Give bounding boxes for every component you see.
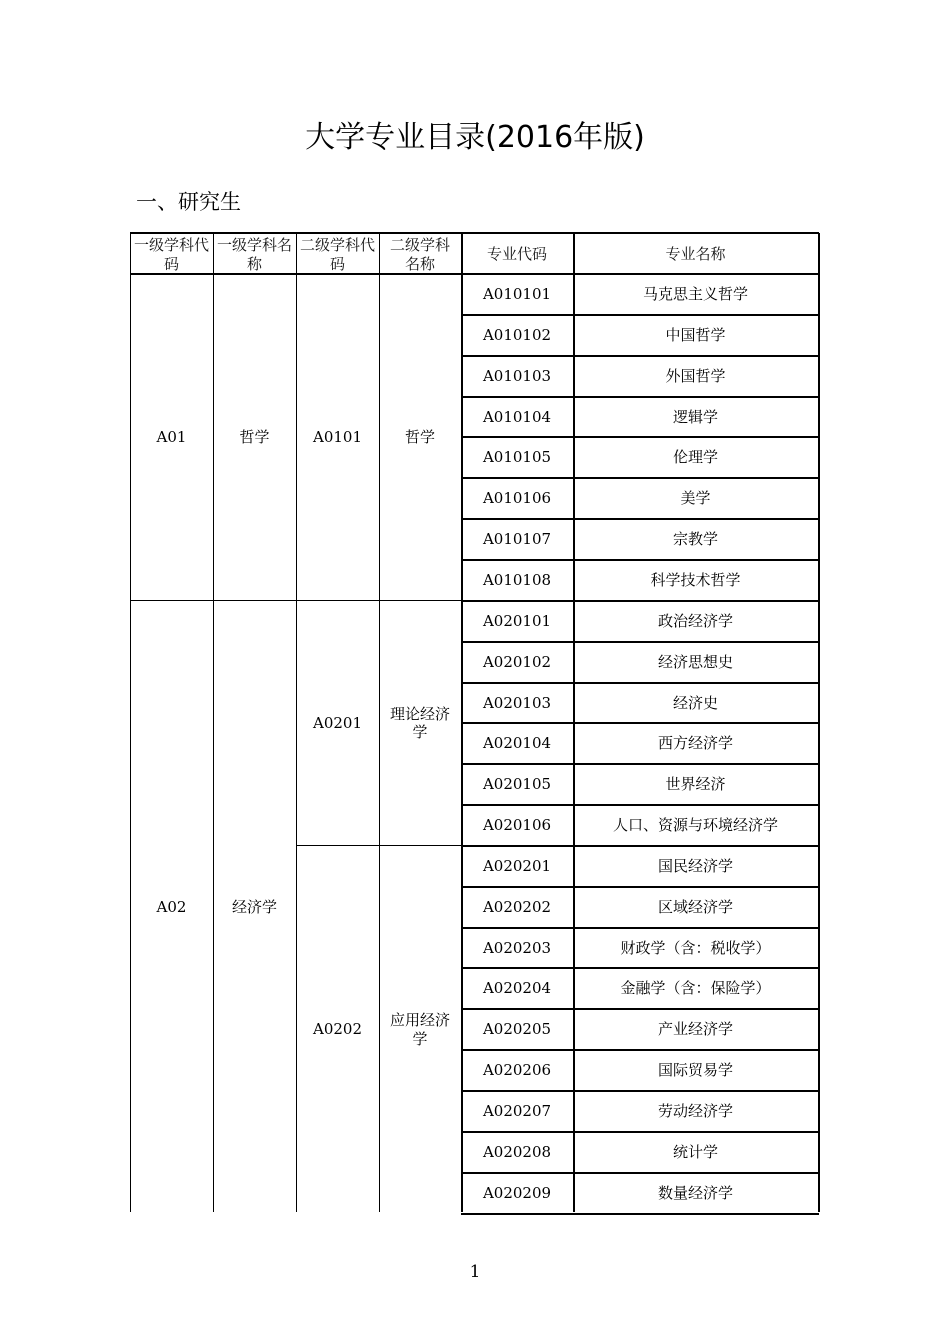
- major-code: A020104: [482, 734, 552, 753]
- header-l1-code: 一级学科代码: [134, 235, 210, 273]
- l2-name: 哲学: [404, 428, 435, 447]
- section-heading: 一、研究生: [136, 190, 241, 214]
- major-name: 经济史: [672, 693, 718, 712]
- major-name: 宗教学: [672, 530, 718, 549]
- major-code: A020101: [482, 611, 552, 630]
- column-divider: [130, 233, 131, 1212]
- table-top-border: [130, 232, 819, 234]
- l2-code: A0201: [312, 713, 362, 732]
- major-name: 中国哲学: [665, 325, 726, 344]
- header-l1-name: 一级学科名称: [217, 235, 293, 273]
- major-code: A020209: [482, 1183, 552, 1202]
- header-l2-name: 二级学科名称: [389, 235, 450, 273]
- major-name: 西方经济学: [657, 734, 733, 753]
- l2-code: A0101: [312, 428, 362, 447]
- major-code: A010105: [482, 448, 552, 467]
- major-code: A010104: [482, 407, 552, 426]
- major-name: 财政学（含：税收学）: [620, 938, 771, 957]
- major-code: A020102: [482, 652, 552, 671]
- major-name: 世界经济: [665, 775, 726, 794]
- major-code: A020207: [482, 1102, 552, 1121]
- header-l2-code: 二级学科代码: [300, 235, 376, 273]
- column-divider: [296, 233, 297, 1212]
- major-code: A010106: [482, 489, 552, 508]
- major-code: A020206: [482, 1061, 552, 1080]
- major-name: 国际贸易学: [657, 1061, 733, 1080]
- major-name: 美学: [680, 489, 711, 508]
- major-code: A020204: [482, 979, 552, 998]
- column-divider: [379, 233, 380, 1212]
- page-number: 1: [469, 1262, 481, 1282]
- major-name: 数量经济学: [657, 1183, 733, 1202]
- l1-name: 哲学: [239, 428, 270, 447]
- major-name: 马克思主义哲学: [642, 285, 748, 304]
- l1-code: A02: [156, 897, 187, 916]
- major-name: 国民经济学: [657, 856, 733, 875]
- major-code: A010103: [482, 366, 552, 385]
- major-code: A020106: [482, 816, 552, 835]
- major-code: A020208: [482, 1142, 552, 1161]
- page-title: 大学专业目录(2016年版): [305, 120, 645, 155]
- major-code: A020105: [482, 775, 552, 794]
- major-code: A020202: [482, 897, 552, 916]
- major-code: A010102: [482, 325, 552, 344]
- major-code: A010101: [482, 285, 552, 304]
- l2-name: 理论经济学: [389, 704, 450, 742]
- major-code: A020205: [482, 1020, 552, 1039]
- major-code: A010107: [482, 530, 552, 549]
- l1-name: 经济学: [231, 897, 277, 916]
- major-name: 科学技术哲学: [650, 570, 741, 589]
- major-name: 人口、资源与环境经济学: [612, 816, 778, 835]
- l1-code: A01: [156, 428, 187, 447]
- major-name: 统计学: [672, 1142, 718, 1161]
- major-name: 区域经济学: [657, 897, 733, 916]
- major-name: 逻辑学: [672, 407, 718, 426]
- major-name: 金融学（含：保险学）: [620, 979, 771, 998]
- major-name: 产业经济学: [657, 1020, 733, 1039]
- major-name: 劳动经济学: [657, 1102, 733, 1121]
- l2-name: 应用经济学: [389, 1010, 450, 1048]
- l2-code: A0202: [312, 1020, 362, 1039]
- row-divider: [461, 1213, 819, 1215]
- header-major-code: 专业代码: [486, 245, 547, 264]
- column-divider: [213, 233, 214, 1212]
- major-code: A010108: [482, 570, 552, 589]
- major-code: A020203: [482, 938, 552, 957]
- major-code: A020103: [482, 693, 552, 712]
- major-name: 伦理学: [672, 448, 718, 467]
- header-major-name: 专业名称: [665, 245, 726, 264]
- major-name: 经济思想史: [657, 652, 733, 671]
- major-code: A020201: [482, 856, 552, 875]
- major-name: 政治经济学: [657, 611, 733, 630]
- major-name: 外国哲学: [665, 366, 726, 385]
